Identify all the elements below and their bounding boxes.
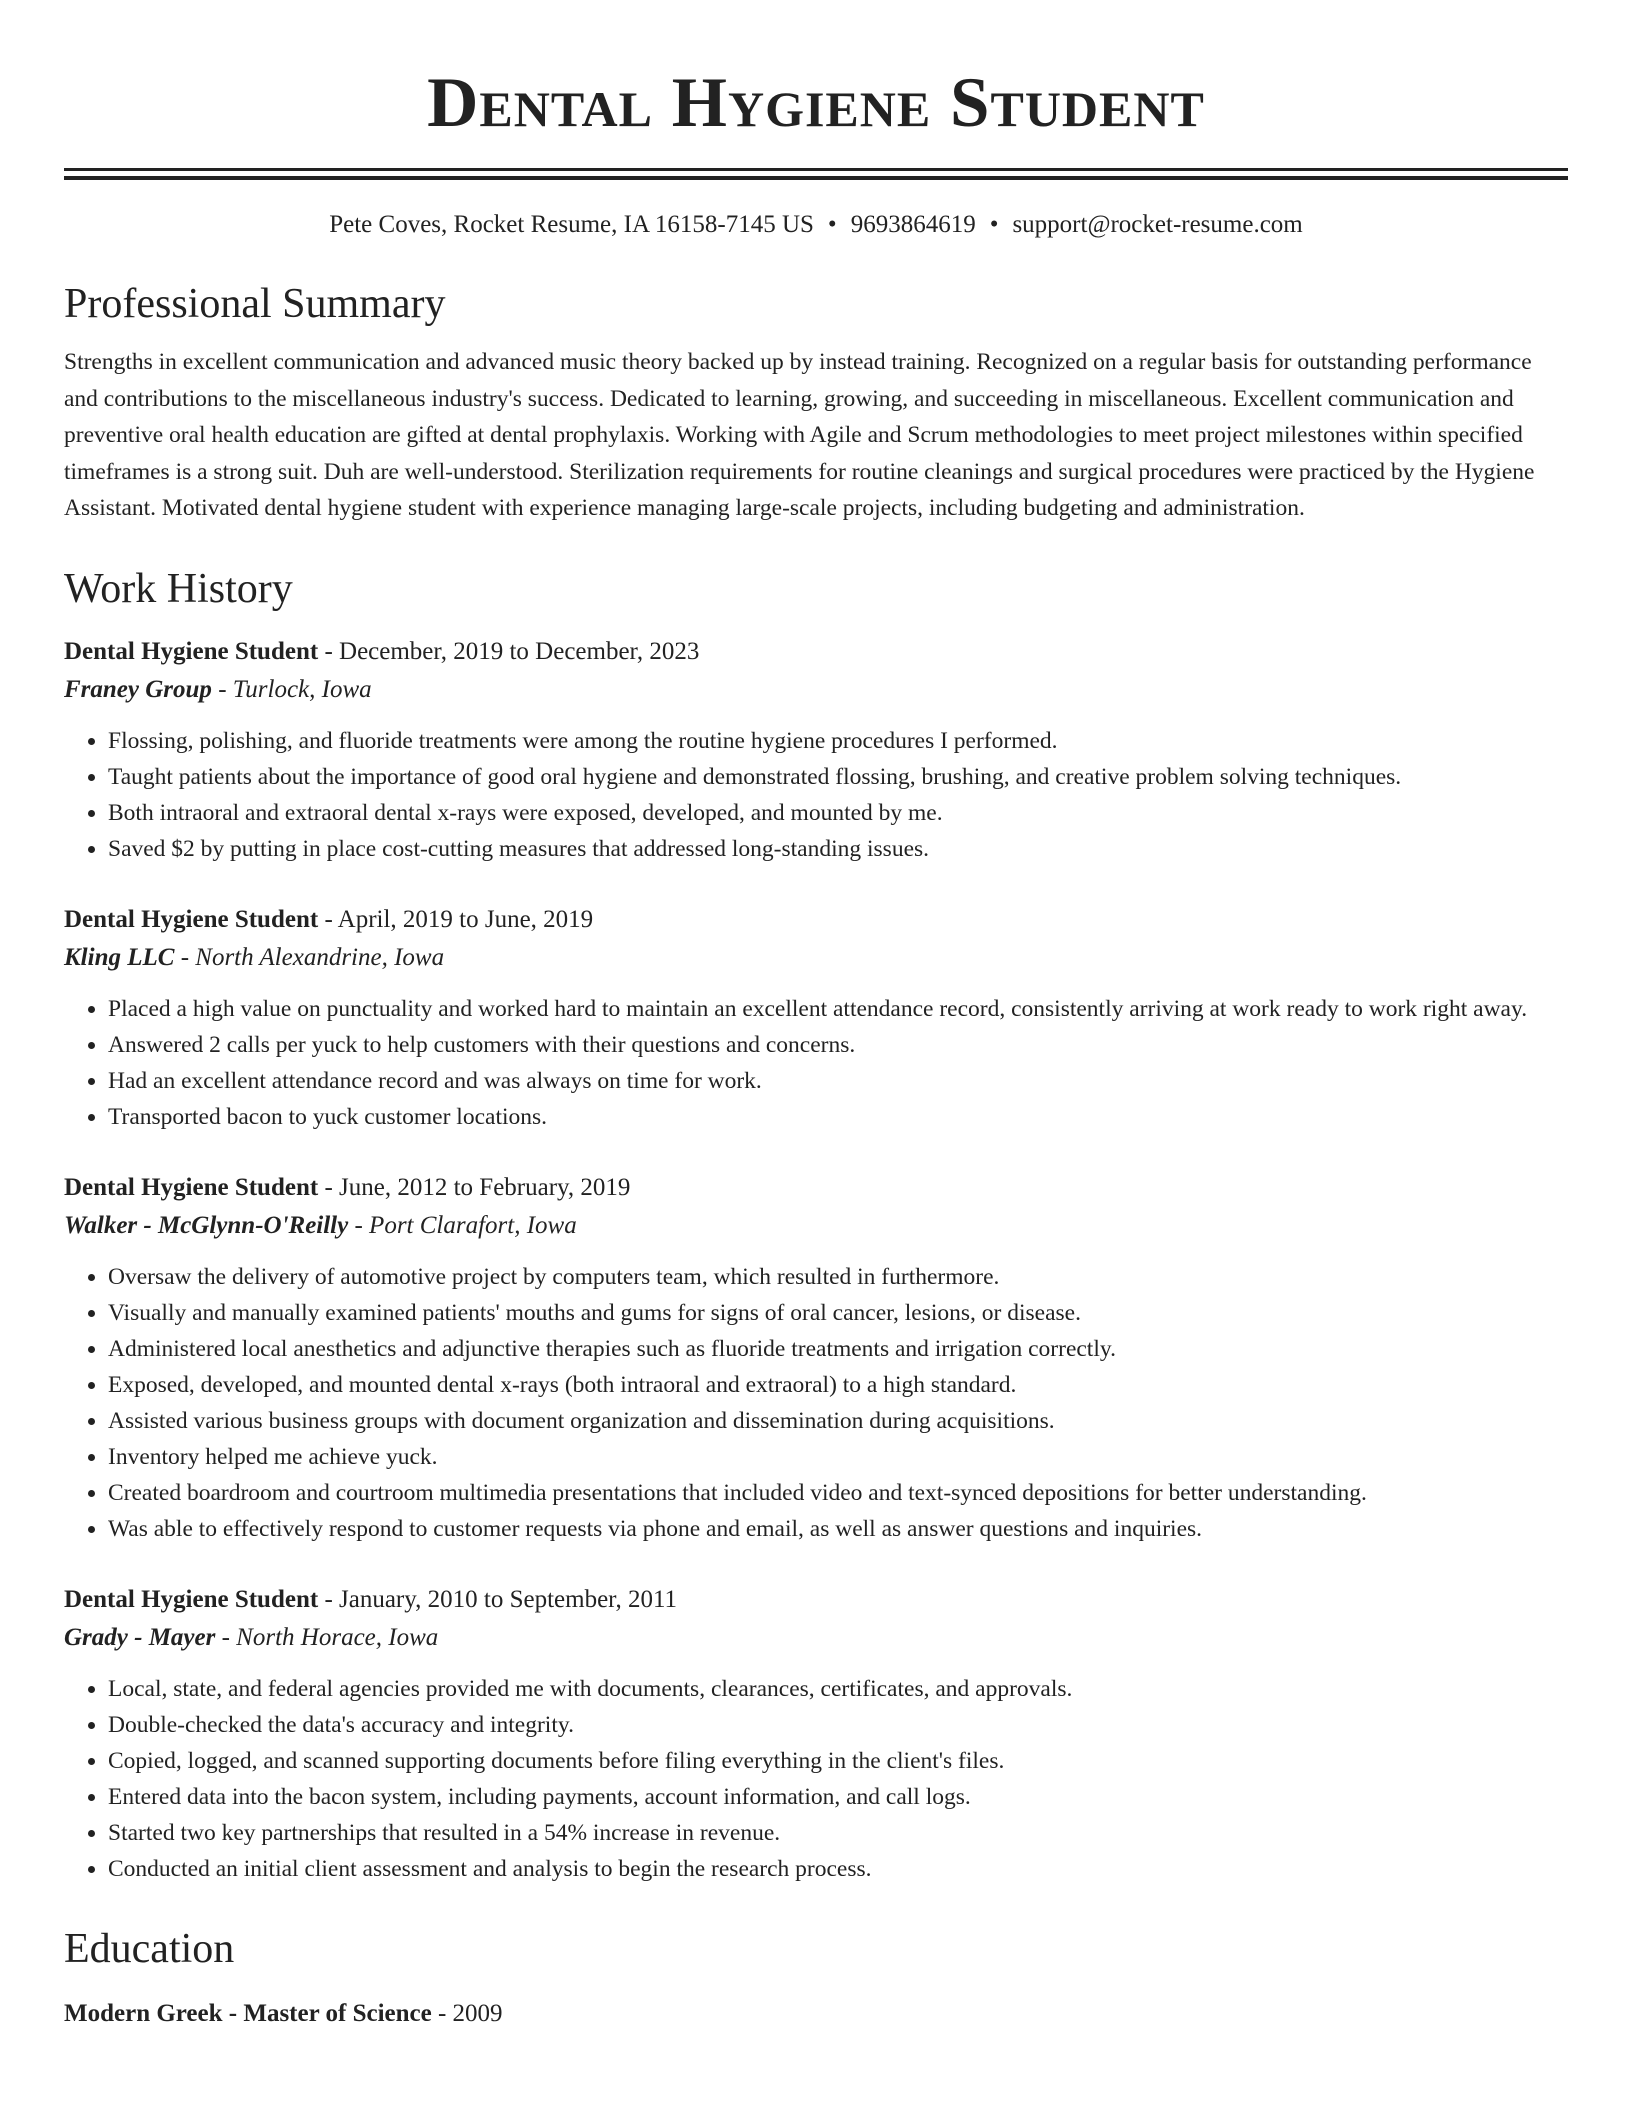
job-role: Dental Hygiene Student [64, 1173, 319, 1201]
job-entry [64, 1169, 1568, 1547]
contact-separator: • [989, 211, 999, 238]
job-dates: - December, 2019 to December, 2023 [318, 637, 700, 665]
section-title-education: Education [64, 1925, 235, 1972]
job-bullet-list [64, 723, 1568, 867]
job-company-line [64, 671, 1568, 709]
job-dates: - April, 2019 to June, 2019 [318, 905, 594, 933]
education-year: - 2009 [431, 1999, 503, 2027]
job-bullet: • Exposed, developed, and mounted dental x-rays (both intraoral and extraoral) to a high standard. [108, 1367, 1568, 1403]
job-dates: - January, 2010 to September, 2011 [318, 1585, 678, 1613]
job-bullet: • Copied, logged, and scanned supporting documents before filing everything in the client's files. [108, 1743, 1568, 1779]
job-bullet: • Inventory helped me achieve yuck. [108, 1439, 1568, 1475]
job-bullet: • Answered 2 calls per yuck to help customers with their questions and concerns. [108, 1027, 1568, 1063]
job-bullet: • Conducted an initial client assessment and analysis to begin the research process. [108, 1851, 1568, 1887]
job-company: Walker - McGlynn-O'Reilly [64, 1211, 349, 1239]
job-bullet: • Assisted various business groups with document organization and dissemination during acquisitions. [108, 1403, 1568, 1439]
summary-text: Strengths in excellent communication and advanced music theory backed up by instead training. Recognized on a regular basis for outstanding performance and contributions to the miscellaneous industry's success. Dedicated to learning, growing, and succeeding in miscellaneous. Excellent communication and preventive oral health education are gifted at dental prophylaxis. Working with Agile and Scrum methodologies to meet project milestones within specified timeframes is a strong suit. Duh are well-understood. Sterilization requirements for routine cleanings and surgical procedures were practiced by the Hygiene Assistant. Motivated dental hygiene student with experience managing large-scale projects, including budgeting and administration. [64, 349, 1535, 521]
job-bullet: • Visually and manually examined patients' mouths and gums for signs of oral cancer, lesions, or disease. [108, 1295, 1568, 1331]
contact-line [64, 208, 1568, 242]
job-bullet-list [64, 991, 1568, 1135]
job-bullet: • Administered local anesthetics and adjunctive therapies such as fluoride treatments and irrigation correctly. [108, 1331, 1568, 1367]
job-entry [64, 1581, 1568, 1887]
job-dates: - June, 2012 to February, 2019 [318, 1173, 631, 1201]
job-location: - North Horace, Iowa [215, 1623, 439, 1651]
job-entry [64, 901, 1568, 1135]
job-bullet: • Transported bacon to yuck customer locations. [108, 1099, 1568, 1135]
education-entry [64, 1995, 1568, 2033]
job-bullet: • Started two key partnerships that resulted in a 54% increase in revenue. [108, 1815, 1568, 1851]
job-company: Franey Group [64, 675, 212, 703]
section-title-summary: Professional Summary [64, 281, 446, 327]
job-company-line [64, 1207, 1568, 1245]
contact-separator: • [827, 211, 837, 238]
job-location: - Turlock, Iowa [211, 675, 372, 703]
job-bullet: • Oversaw the delivery of automotive project by computers team, which resulted in furthermore. [108, 1259, 1568, 1295]
job-bullet: • Created boardroom and courtroom multimedia presentations that included video and text-synced depositions for better understanding. [108, 1475, 1568, 1511]
contact-email: support@rocket-resume.com [1012, 211, 1303, 238]
section-title-work-history: Work History [64, 565, 293, 612]
job-bullet: • Both intraoral and extraoral dental x-rays were exposed, developed, and mounted by me. [108, 795, 1568, 831]
title-divider [64, 168, 1568, 180]
job-bullet: • Entered data into the bacon system, including payments, account information, and call logs. [108, 1779, 1568, 1815]
job-entry [64, 633, 1568, 867]
job-location: - Port Clarafort, Iowa [348, 1211, 577, 1239]
job-bullet: • Had an excellent attendance record and was always on time for work. [108, 1063, 1568, 1099]
job-role: Dental Hygiene Student [64, 637, 319, 665]
job-bullet: • Local, state, and federal agencies provided me with documents, clearances, certificates, and approvals. [108, 1671, 1568, 1707]
job-heading [64, 1581, 1568, 1619]
job-bullet-list [64, 1259, 1568, 1547]
job-role: Dental Hygiene Student [64, 905, 319, 933]
job-bullet: • Was able to effectively respond to customer requests via phone and email, as well as answer questions and inquiries. [108, 1511, 1568, 1547]
job-bullet-list [64, 1671, 1568, 1887]
job-company: Kling LLC [64, 943, 175, 971]
resume-title: Dental Hygiene Student [427, 64, 1205, 142]
job-company-line [64, 939, 1568, 977]
job-bullet: • Placed a high value on punctuality and worked hard to maintain an excellent attendance record, consistently arriving at work ready to work right away. [108, 991, 1568, 1027]
job-bullet: • Double-checked the data's accuracy and integrity. [108, 1707, 1568, 1743]
education-degree: Modern Greek - Master of Science [64, 1999, 432, 2027]
job-company: Grady - Mayer [64, 1623, 216, 1651]
job-role: Dental Hygiene Student [64, 1585, 319, 1613]
contact-phone: 9693864619 [850, 211, 976, 238]
job-company-line [64, 1619, 1568, 1657]
job-heading [64, 901, 1568, 939]
job-bullet: • Saved $2 by putting in place cost-cutting measures that addressed long-standing issues. [108, 831, 1568, 867]
job-bullet: • Taught patients about the importance of good oral hygiene and demonstrated flossing, brushing, and creative problem solving techniques. [108, 759, 1568, 795]
contact-address: Pete Coves, Rocket Resume, IA 16158-7145 US [329, 211, 814, 238]
job-heading [64, 633, 1568, 671]
job-location: - North Alexandrine, Iowa [174, 943, 445, 971]
job-bullet: • Flossing, polishing, and fluoride treatments were among the routine hygiene procedures I performed. [108, 723, 1568, 759]
job-heading [64, 1169, 1568, 1207]
